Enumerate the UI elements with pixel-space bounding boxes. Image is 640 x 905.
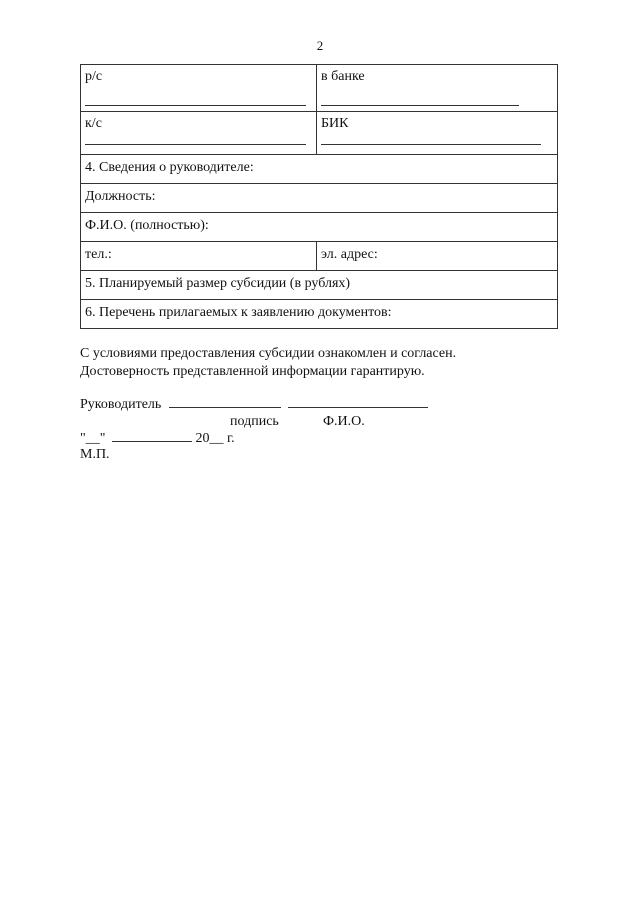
sign-caption: подпись [230, 414, 279, 429]
signature-row [80, 396, 500, 413]
email-cell[interactable] [317, 242, 558, 271]
section4-label: 4. Сведения о руководителе: [85, 160, 254, 175]
phone-cell[interactable] [81, 242, 317, 271]
table-row [81, 271, 558, 300]
phone-label: тел.: [85, 247, 112, 262]
table-row [81, 242, 558, 271]
fio-line[interactable] [288, 396, 428, 408]
date-year-suffix: г. [226, 431, 235, 446]
table-row [81, 65, 558, 112]
signature-captions [80, 413, 500, 429]
bank-label: в банке [321, 69, 365, 84]
table-row [81, 112, 558, 155]
fio-caption: Ф.И.О. [323, 414, 365, 429]
application-form-table [80, 64, 558, 329]
table-row [81, 213, 558, 242]
consent-line-2: Достоверность представленной информации гарантирую. [80, 364, 425, 379]
page-number: 2 [316, 38, 324, 53]
section6-label: 6. Перечень прилагаемых к заявлению документов: [85, 305, 392, 320]
bik-fill-line [321, 144, 541, 145]
consent-statement [80, 345, 456, 381]
table-row [81, 184, 558, 213]
position-cell[interactable] [81, 184, 558, 213]
fio-full-cell[interactable] [81, 213, 558, 242]
position-label: Должность: [85, 189, 156, 204]
ks-label: к/с [85, 116, 102, 131]
date-month-line[interactable] [112, 430, 192, 442]
consent-line-1: С условиями предоставления субсидии ознакомлен и согласен. [80, 346, 457, 361]
bank-cell[interactable] [317, 65, 558, 112]
section6-cell[interactable] [81, 300, 558, 329]
signature-block [80, 396, 500, 463]
rs-label: р/с [85, 69, 103, 84]
email-label: эл. адрес: [321, 247, 378, 262]
table-row [81, 155, 558, 184]
fio-full-label: Ф.И.О. (полностью): [85, 218, 209, 233]
bik-cell[interactable] [317, 112, 558, 155]
bik-label: БИК [321, 116, 349, 131]
date-year[interactable]: 20__ [195, 431, 224, 446]
head-label: Руководитель [80, 397, 162, 412]
stamp-label: М.П. [80, 447, 110, 462]
section4-cell [81, 155, 558, 184]
ks-cell[interactable] [81, 112, 317, 155]
section5-label: 5. Планируемый размер субсидии (в рублях) [85, 276, 351, 291]
signature-line[interactable] [169, 396, 281, 408]
section5-cell[interactable] [81, 271, 558, 300]
rs-cell[interactable] [81, 65, 317, 112]
ks-fill-line [85, 144, 306, 145]
bank-fill-line [321, 105, 519, 106]
table-row [81, 300, 558, 329]
rs-fill-line [85, 105, 306, 106]
date-day[interactable]: "__" [80, 431, 106, 446]
date-row [80, 430, 500, 447]
